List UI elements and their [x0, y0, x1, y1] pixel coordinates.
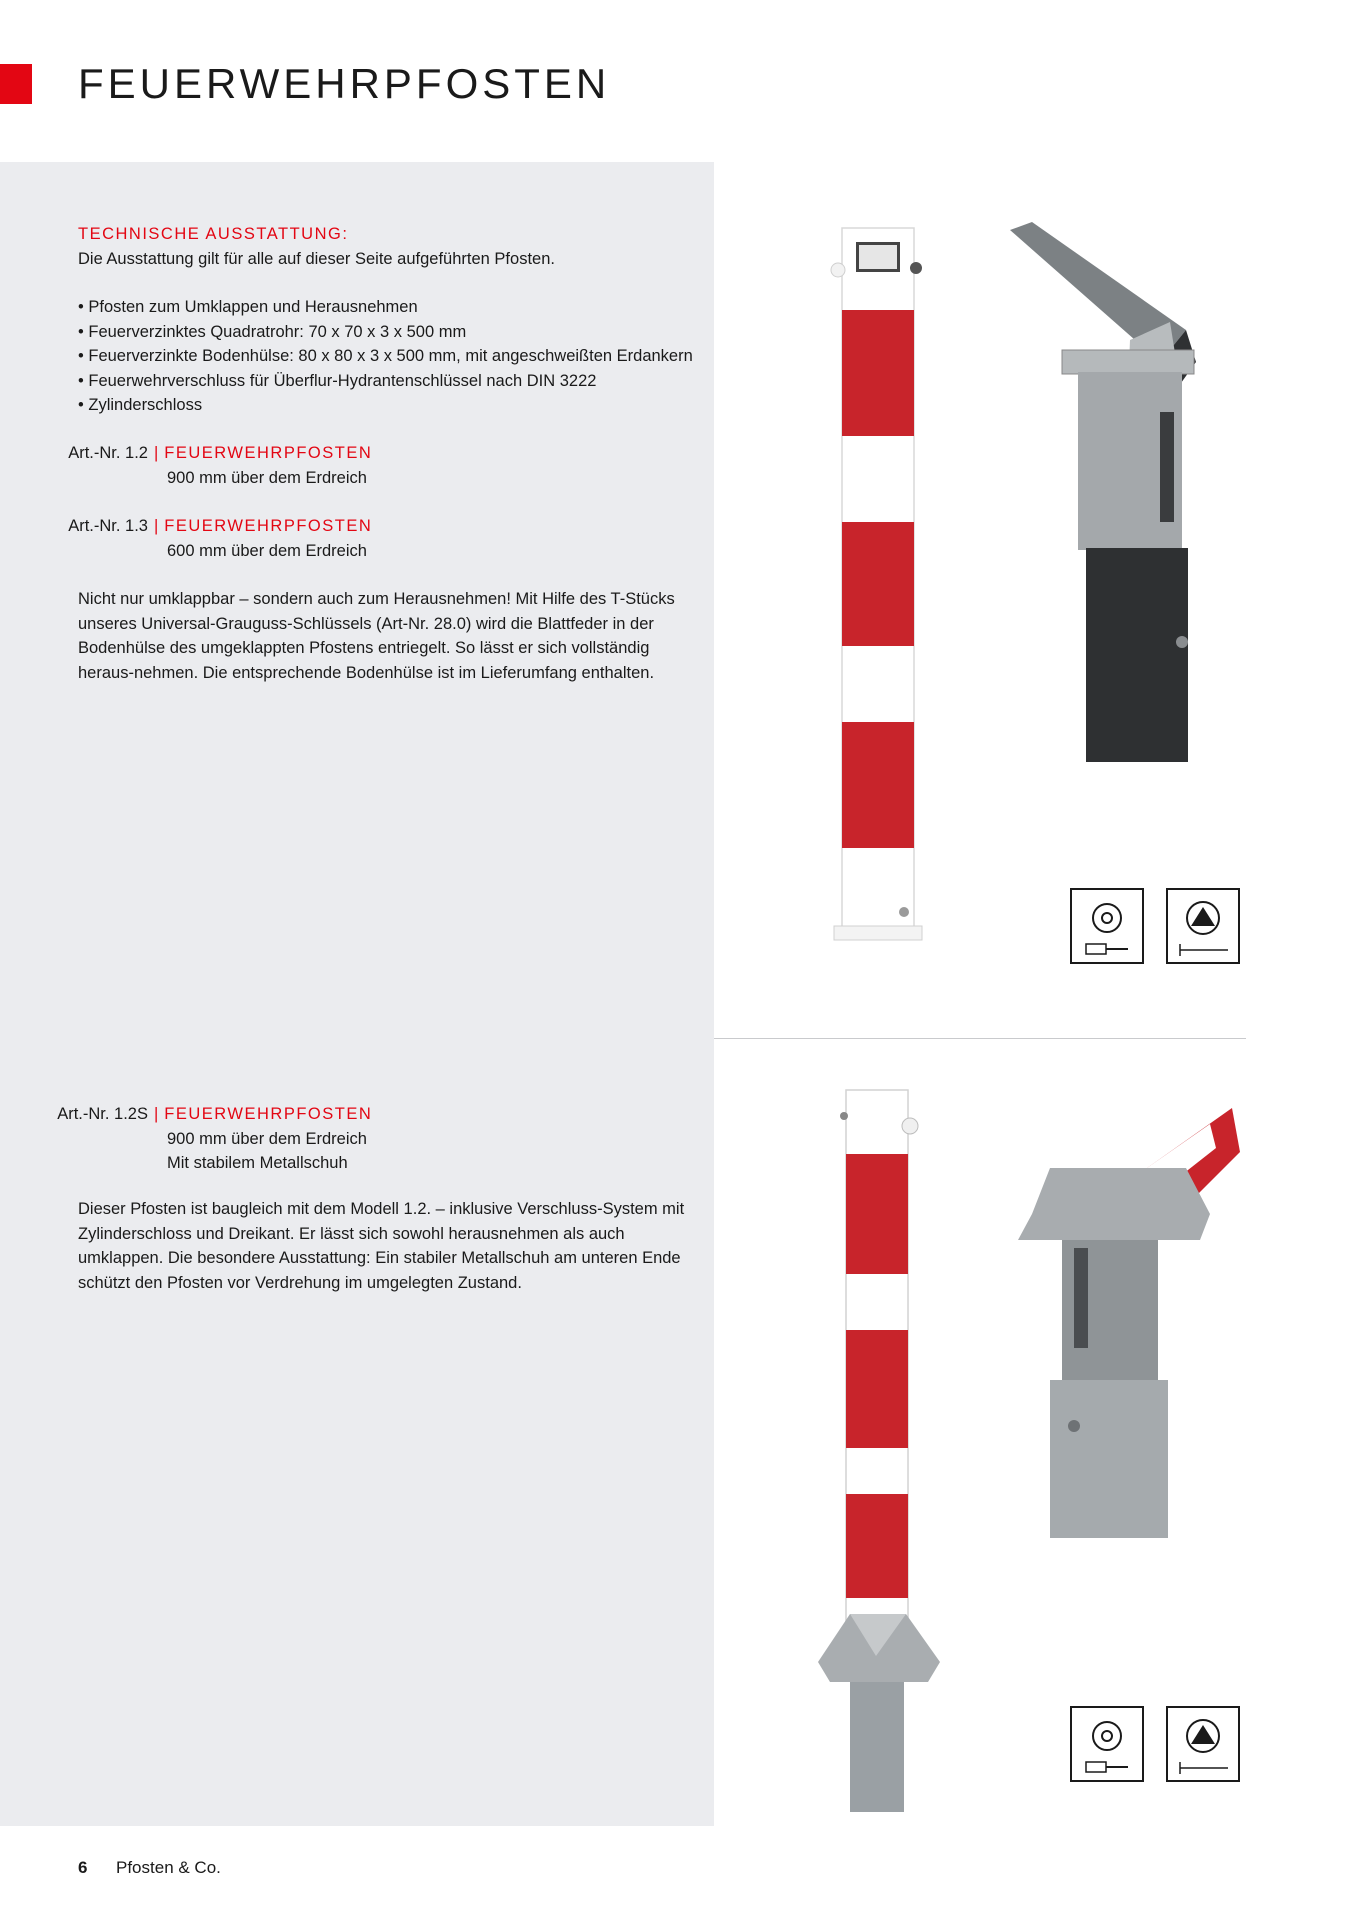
page-title: FEUERWEHRPFOSTEN — [78, 60, 611, 107]
tech-intro: Die Ausstattung gilt für alle auf dieser Seite aufgeführten Pfosten. — [78, 249, 555, 268]
article-name: FEUERWEHRPFOSTEN — [164, 517, 373, 535]
article-description: 900 mm über dem Erdreich — [167, 1129, 367, 1148]
accent-square — [0, 64, 32, 104]
post-hinge-image — [1010, 222, 1216, 762]
post-1-2-image — [828, 222, 928, 968]
article-number: Art.-Nr. 1.2 — [68, 444, 148, 462]
list-item: • Feuerverzinkte Bodenhülse: 80 x 80 x 3 x 500 mm, mit angeschweißten Erdankern — [78, 344, 698, 369]
tech-bullet-list — [78, 295, 698, 418]
article-number: Art.-Nr. 1.3 — [68, 517, 148, 535]
triangle-key-icon — [1166, 888, 1240, 964]
article-name: FEUERWEHRPFOSTEN — [164, 1105, 373, 1123]
page-number: 6 — [78, 1858, 88, 1877]
separator: | — [154, 1105, 159, 1123]
post-1-2s-image — [810, 1086, 946, 1822]
article-1-3 — [50, 514, 650, 563]
technical-equipment — [78, 222, 698, 418]
post-shoe-detail-image — [1010, 1108, 1240, 1548]
article-name: FEUERWEHRPFOSTEN — [164, 444, 373, 462]
article-description: Mit stabilem Metallschuh — [167, 1154, 348, 1172]
separator: | — [154, 517, 159, 535]
list-item: • Pfosten zum Umklappen und Herausnehmen — [78, 295, 698, 320]
paragraph-removable: Nicht nur umklappbar – sondern auch zum Herausnehmen! Mit Hilfe des T-Stücks unseres Universal-Grauguss-Schlüssels (Art-Nr. 28.0) wird die Blattfeder in der Bodenhülse des umgeklappten Pfostens entriegelt. So lässt er sich vollständig heraus-nehmen. Die entsprechende Bodenhülse ist im Lieferumfang enthalten. — [78, 590, 675, 682]
list-item: • Feuerverzinktes Quadratrohr: 70 x 70 x 3 x 500 mm — [78, 320, 698, 345]
list-item: • Feuerwehrverschluss für Überflur-Hydrantenschlüssel nach DIN 3222 — [78, 369, 698, 394]
article-description: 600 mm über dem Erdreich — [167, 541, 367, 560]
article-1-2 — [50, 441, 650, 490]
article-1-2s — [50, 1102, 650, 1176]
list-item: • Zylinderschloss — [78, 393, 698, 418]
section-divider — [714, 1038, 1246, 1039]
cylinder-lock-icon — [1070, 888, 1144, 964]
article-description: 900 mm über dem Erdreich — [167, 468, 367, 487]
triangle-key-icon — [1166, 1706, 1240, 1782]
cylinder-lock-icon — [1070, 1706, 1144, 1782]
tech-heading: TECHNISCHE AUSSTATTUNG: — [78, 225, 349, 243]
article-number: Art.-Nr. 1.2S — [57, 1105, 148, 1123]
footer-label: Pfosten & Co. — [116, 1858, 221, 1877]
separator: | — [154, 444, 159, 462]
paragraph-metal-shoe: Dieser Pfosten ist baugleich mit dem Modell 1.2. – inklusive Verschluss-System mit Zylinderschloss und Dreikant. Er lässt sich sowohl herausnehmen als auch umklappen. Die besondere Ausstattung: Ein stabiler Metallschuh am unteren Ende schützt den Pfosten vor Verdrehung im umgelegten Zustand. — [78, 1200, 685, 1292]
